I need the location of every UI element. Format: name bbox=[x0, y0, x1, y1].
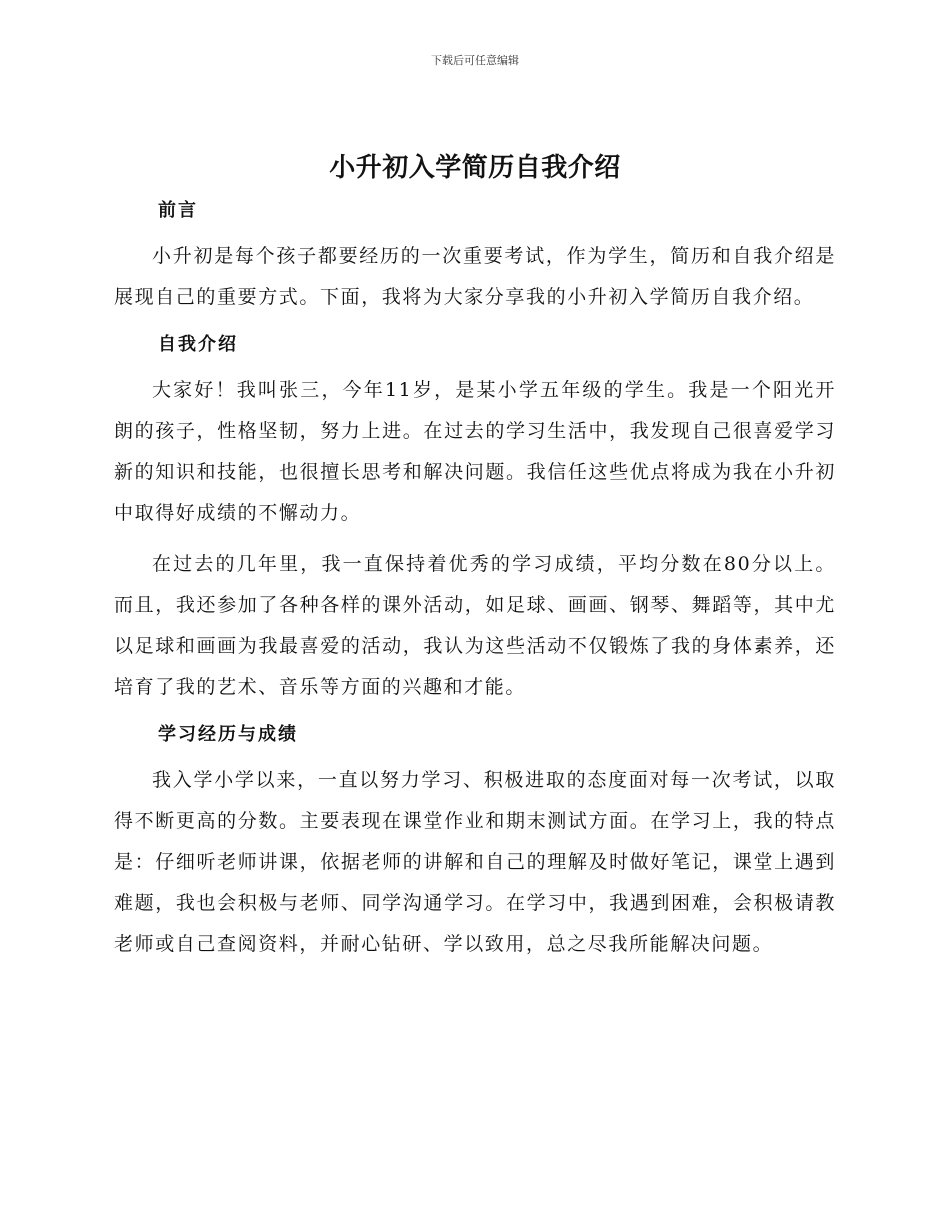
section-heading-self-introduction: 自我介绍 bbox=[158, 334, 238, 355]
paragraph-self-introduction-2: 在过去的几年里，我一直保持着优秀的学习成绩，平均分数在80分以上。而且，我还参加了各种各样的课外活动，如足球、画画、钢琴、舞蹈等，其中尤以足球和画画为我最喜爱的活动，我认为这些活动不仅锻炼了我的身体素养，还培育了我的艺术、音乐等方面的兴趣和才能。 bbox=[114, 553, 836, 698]
document-body bbox=[114, 196, 836, 965]
paragraph-study-experience: 我入学小学以来，一直以努力学习、积极进取的态度面对每一次考试，以取得不断更高的分数。主要表现在课堂作业和期末测试方面。在学习上，我的特点是：仔细听老师讲课，依据老师的讲解和自己的理解及时做好笔记，课堂上遇到难题，我也会积极与老师、同学沟通学习。在学习中，我遇到困难，会积极请教老师或自己查阅资料，并耐心钻研、学以致用，总之尽我所能解决问题。 bbox=[114, 769, 836, 955]
page-header-note: 下载后可任意编辑 bbox=[431, 54, 519, 67]
paragraph-self-introduction-1: 大家好！我叫张三，今年11岁，是某小学五年级的学生。我是一个阳光开朗的孩子，性格坚韧，努力上进。在过去的学习生活中，我发现自己很喜爱学习新的知识和技能，也很擅长思考和解决问题。我信任这些优点将成为我在小升初中取得好成绩的不懈动力。 bbox=[114, 379, 836, 524]
section-heading-study-experience: 学习经历与成绩 bbox=[158, 724, 298, 745]
section-heading-preface: 前言 bbox=[158, 200, 198, 221]
paragraph-preface: 小升初是每个孩子都要经历的一次重要考试，作为学生，简历和自我介绍是展现自己的重要方式。下面，我将为大家分享我的小升初入学简历自我介绍。 bbox=[114, 245, 836, 308]
document-title: 小升初入学简历自我介绍 bbox=[329, 153, 621, 183]
